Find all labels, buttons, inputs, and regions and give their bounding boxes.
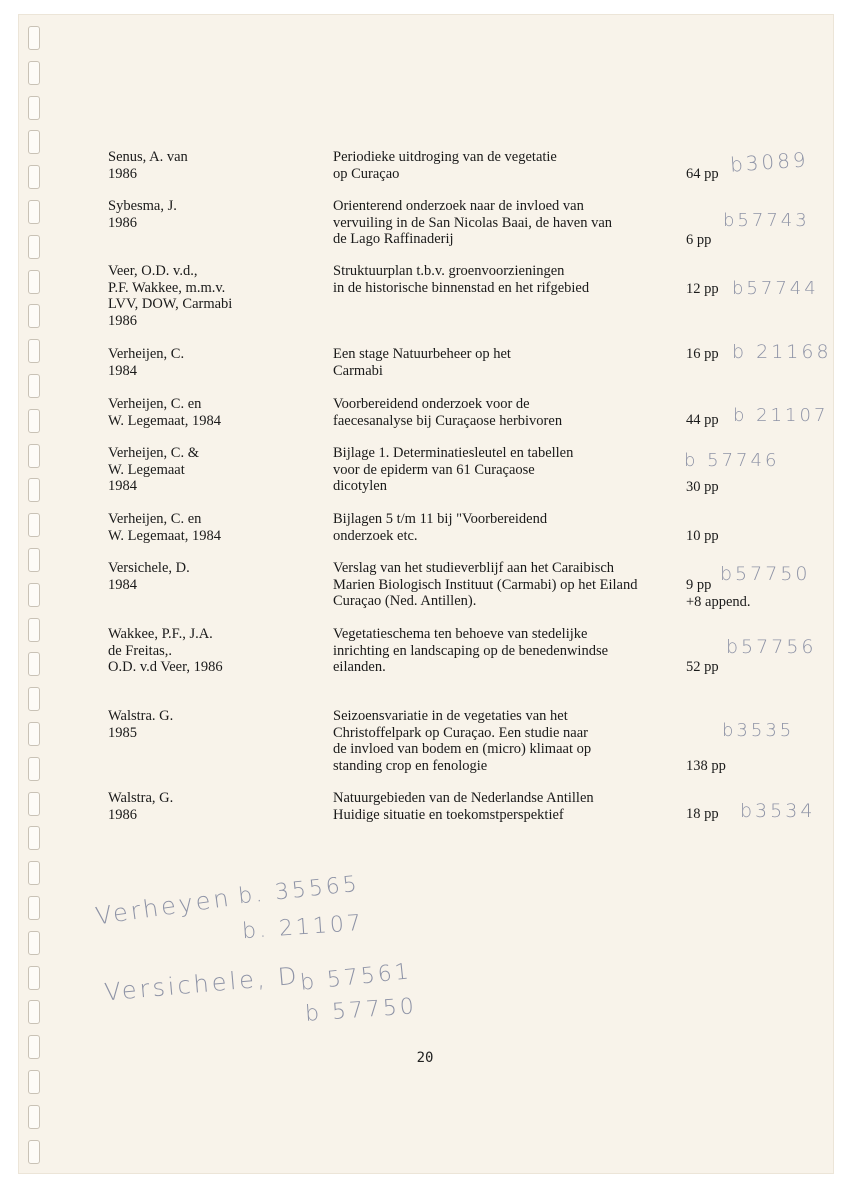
- handwritten-note: b3089: [729, 147, 810, 177]
- binding-hole: [28, 896, 40, 920]
- entry-pages-line: 12 pp: [686, 281, 719, 297]
- entry-pages-line: 9 pp: [686, 577, 712, 593]
- entry-title: [333, 149, 688, 182]
- entry-title-line: Marien Biologisch Instituut (Carmabi) op het Eiland: [333, 576, 638, 593]
- handwritten-note: b 57746: [684, 450, 780, 471]
- handwritten-note: b57756: [726, 636, 817, 658]
- entry-pages: [686, 659, 776, 676]
- binding-hole: [28, 61, 40, 85]
- handwritten-ref: b. 35565: [237, 871, 361, 910]
- entry-title: [333, 396, 688, 429]
- entry-pages-line: 64 pp: [686, 166, 719, 182]
- entry-pages-line: +8 append.: [686, 593, 751, 610]
- entry-author: [108, 149, 318, 182]
- entry-author-line: LVV, DOW, Carmabi: [108, 296, 233, 312]
- handwritten-note: b3535: [722, 720, 795, 741]
- entry-title-line: Bijlage 1. Determinatiesleutel en tabellen: [333, 445, 574, 461]
- entry-pages: [686, 232, 776, 249]
- binding-hole: [28, 687, 40, 711]
- entry-title-line: faecesanalyse bij Curaçaose herbivoren: [333, 412, 563, 429]
- entry-title-line: Orienterend onderzoek naar de invloed van: [333, 198, 584, 214]
- entry-title: [333, 263, 688, 296]
- entry-author-line: Sybesma, J.: [108, 198, 177, 214]
- entry-author-line: Verheijen, C. &: [108, 445, 200, 461]
- entry-pages-line: 52 pp: [686, 659, 719, 675]
- handwritten-note: b57744: [732, 278, 819, 299]
- entry-author-line: W. Legemaat, 1984: [108, 412, 222, 429]
- handwritten-note: b3534: [740, 800, 816, 822]
- entry-title-line: Natuurgebieden van de Nederlandse Antillen: [333, 790, 594, 806]
- entry-author-line: O.D. v.d Veer, 1986: [108, 659, 223, 675]
- binding-hole: [28, 165, 40, 189]
- entry-title-line: Huidige situatie en toekomstperspektief: [333, 806, 564, 823]
- entry-author-line: Verheijen, C. en: [108, 511, 202, 527]
- binding-hole: [28, 96, 40, 120]
- entry-pages-line: 6 pp: [686, 232, 712, 248]
- entry-pages: [686, 479, 776, 496]
- entry-author: [108, 346, 318, 379]
- handwritten-note: b 21168: [732, 341, 832, 363]
- entry-author: [108, 511, 318, 544]
- entry-title-line: Vegetatieschema ten behoeve van stedelijke: [333, 626, 588, 642]
- entry-author: [108, 626, 318, 676]
- binding-hole: [28, 444, 40, 468]
- entry-title-line: Verslag van het studieverblijf aan het Caraibisch: [333, 560, 615, 576]
- entry-title-line: onderzoek etc.: [333, 527, 418, 544]
- entry-author-line: Wakkee, P.F., J.A.: [108, 626, 213, 642]
- binding-hole: [28, 270, 40, 294]
- binding-hole: [28, 235, 40, 259]
- binding-hole: [28, 339, 40, 363]
- entry-pages-line: 16 pp: [686, 346, 719, 362]
- handwritten-ref: b 57561: [299, 959, 413, 996]
- binding-hole: [28, 26, 40, 50]
- binding-hole: [28, 618, 40, 642]
- entry-title-line: voor de epiderm van 61 Curaçaose: [333, 461, 535, 478]
- binding-hole: [28, 478, 40, 502]
- binding-hole: [28, 374, 40, 398]
- binding-hole: [28, 513, 40, 537]
- handwritten-note: b57750: [720, 563, 811, 585]
- entry-title: [333, 708, 688, 774]
- binding-hole: [28, 1105, 40, 1129]
- entry-author-line: Verheijen, C. en: [108, 396, 202, 412]
- entry-author-line: Versichele, D.: [108, 560, 190, 576]
- entry-title-line: Bijlagen 5 t/m 11 bij "Voorbereidend: [333, 511, 548, 527]
- entry-title-line: de invloed van bodem en (micro) klimaat op: [333, 741, 592, 757]
- entry-pages-line: 138 pp: [686, 758, 726, 774]
- entry-title-line: Seizoensvariatie in de vegetaties van het: [333, 708, 568, 724]
- entry-author-line: Senus, A. van: [108, 149, 188, 165]
- binding-hole: [28, 931, 40, 955]
- entry-pages: [686, 528, 776, 545]
- handwritten-name: Verheyen: [93, 883, 234, 931]
- entry-author-line: P.F. Wakkee, m.m.v.: [108, 279, 226, 296]
- entry-author-line: 1986: [108, 214, 137, 231]
- entry-author-line: 1984: [108, 576, 137, 593]
- entry-title: [333, 626, 688, 676]
- entry-title: [333, 560, 688, 610]
- entry-title-line: Een stage Natuurbeheer op het: [333, 346, 511, 362]
- entry-title-line: Voorbereidend onderzoek voor de: [333, 396, 530, 412]
- entry-author: [108, 396, 318, 429]
- binding-hole: [28, 304, 40, 328]
- binding-hole: [28, 792, 40, 816]
- binding-hole: [28, 861, 40, 885]
- entry-title-line: op Curaçao: [333, 165, 400, 182]
- handwritten-ref: b 57750: [304, 994, 418, 1027]
- entry-pages: [686, 758, 776, 775]
- binding-hole: [28, 966, 40, 990]
- entry-title-line: standing crop en fenologie: [333, 757, 488, 774]
- binding-hole: [28, 1070, 40, 1094]
- entry-author: [108, 445, 318, 495]
- binding-hole: [28, 1140, 40, 1164]
- binding-hole: [28, 583, 40, 607]
- entry-author-line: de Freitas,.: [108, 642, 173, 659]
- entry-title-line: eilanden.: [333, 659, 386, 675]
- entry-author-line: 1986: [108, 312, 137, 329]
- entry-pages-line: 10 pp: [686, 528, 719, 544]
- entry-author-line: 1984: [108, 478, 137, 494]
- entry-title-line: in de historische binnenstad en het rifgebied: [333, 279, 590, 296]
- entry-title-line: Struktuurplan t.b.v. groenvoorzieningen: [333, 263, 565, 279]
- entry-title: [333, 346, 688, 379]
- binding-hole: [28, 826, 40, 850]
- entry-author: [108, 708, 318, 741]
- entry-pages-line: 30 pp: [686, 479, 719, 495]
- binding-hole: [28, 722, 40, 746]
- entry-title: [333, 198, 688, 248]
- entry-author-line: 1985: [108, 724, 137, 741]
- entry-author: [108, 198, 318, 231]
- handwritten-name: Versichele, D: [103, 961, 301, 1007]
- entry-author-line: 1984: [108, 362, 137, 379]
- entry-author: [108, 790, 318, 823]
- handwritten-ref: b. 21107: [241, 910, 365, 945]
- entry-pages-line: 44 pp: [686, 412, 719, 428]
- binding-holes: [28, 20, 44, 1170]
- entry-author-line: Walstra, G.: [108, 790, 174, 806]
- entry-title-line: dicotylen: [333, 478, 387, 494]
- entry-title-line: Curaçao (Ned. Antillen).: [333, 593, 477, 609]
- entry-title: [333, 511, 688, 544]
- entry-author-line: W. Legemaat, 1984: [108, 527, 222, 544]
- page-number: 20: [416, 1050, 434, 1066]
- entry-title-line: Christoffelpark op Curaçao. Een studie naar: [333, 724, 589, 741]
- entry-title-line: inrichting en landscaping op de benedenwindse: [333, 642, 609, 659]
- handwritten-note: b 21107: [733, 405, 829, 426]
- entry-author: [108, 560, 318, 593]
- entry-title-line: Periodieke uitdroging van de vegetatie: [333, 149, 557, 165]
- handwritten-note: b57743: [723, 210, 810, 231]
- entry-title-line: de Lago Raffinaderij: [333, 231, 454, 247]
- entry-title: [333, 445, 688, 495]
- entry-author-line: Verheijen, C.: [108, 346, 185, 362]
- binding-hole: [28, 200, 40, 224]
- binding-hole: [28, 652, 40, 676]
- binding-hole: [28, 548, 40, 572]
- entry-author-line: Veer, O.D. v.d.,: [108, 263, 198, 279]
- entry-author: [108, 263, 318, 329]
- binding-hole: [28, 757, 40, 781]
- entry-author-line: 1986: [108, 165, 137, 182]
- entry-title-line: Carmabi: [333, 362, 383, 379]
- binding-hole: [28, 130, 40, 154]
- entry-title: [333, 790, 688, 823]
- binding-hole: [28, 409, 40, 433]
- entry-author-line: 1986: [108, 806, 137, 823]
- entry-author-line: Walstra. G.: [108, 708, 174, 724]
- binding-hole: [28, 1000, 40, 1024]
- entry-author-line: W. Legemaat: [108, 461, 185, 478]
- entry-title-line: vervuiling in de San Nicolas Baai, de haven van: [333, 214, 613, 231]
- entry-pages-line: 18 pp: [686, 806, 719, 822]
